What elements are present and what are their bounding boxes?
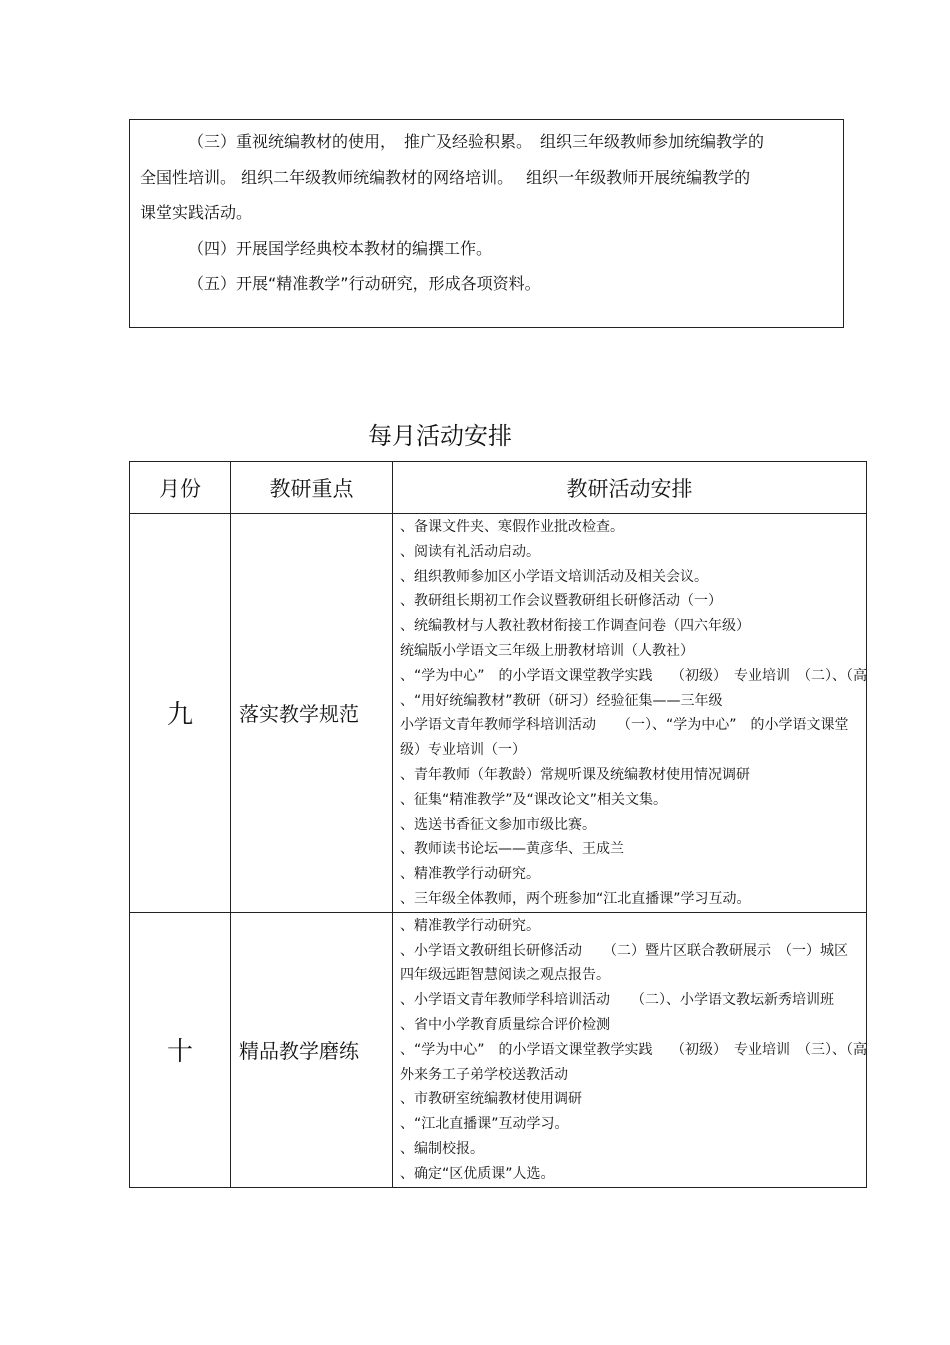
- activity-item: 、市教研室统编教材使用调研: [400, 1091, 582, 1108]
- activities-cell: [393, 912, 867, 1187]
- focus-cell: 落实教学规范: [231, 514, 393, 913]
- activity-item: 、征集“精准教学”及“课改论文”相关文集。: [400, 791, 668, 808]
- activity-item: 统编版小学语文三年级上册教材培训（人教社）: [400, 642, 694, 659]
- table-header-row: [130, 462, 867, 514]
- activity-item: 、统编教材与人教社教材衔接工作调查问卷（四六年级）: [400, 618, 750, 635]
- intro-para5: （五）开展“精准教学”行动研究，形成各项资料。: [188, 274, 541, 293]
- activities-cell: [393, 514, 867, 913]
- page-title: 每月活动安排: [368, 422, 512, 450]
- activity-item: 小学语文青年教师学科培训活动 （一）、“学为中心” 的小学语文课堂: [400, 717, 849, 734]
- activity-item: 、选送书香征文参加市级比赛。: [400, 816, 596, 833]
- focus-cell: 精品教学磨练: [231, 912, 393, 1187]
- month-cell: 十: [130, 912, 231, 1187]
- activity-item: 、“江北直播课”互动学习。: [400, 1116, 569, 1133]
- intro-box: [129, 119, 844, 328]
- activity-item: 、精准教学行动研究。: [400, 917, 540, 934]
- activity-item: 、“学为中心” 的小学语文课堂教学实践 （初级） 专业培训 （二）、（高: [400, 667, 867, 684]
- intro-para4: （四）开展国学经典校本教材的编撰工作。: [188, 238, 493, 258]
- header-activities: 教研活动安排: [393, 462, 867, 514]
- table-row: [130, 912, 867, 1187]
- intro-para3-line3: 课堂实践活动。: [140, 203, 253, 222]
- activity-item: 四年级远距智慧阅读之观点报告。: [400, 967, 610, 984]
- activity-item: 、“学为中心” 的小学语文课堂教学实践 （初级） 专业培训 （三）、（高: [400, 1041, 867, 1058]
- activity-item: 、教师读书论坛——黄彦华、王成兰: [400, 841, 624, 858]
- activity-item: 、教研组长期初工作会议暨教研组长研修活动（一）: [400, 593, 722, 610]
- activity-item: 、省中小学教育质量综合评价检测: [400, 1016, 610, 1033]
- schedule-table: [129, 461, 867, 1188]
- activity-item: 、“用好统编教材”教研（研习）经验征集——三年级: [400, 692, 723, 709]
- activity-item: 、三年级全体教师，两个班参加“江北直播课”学习互动。: [400, 890, 751, 907]
- activity-item: 、确定“区优质课”人选。: [400, 1165, 555, 1182]
- intro-para3-line1: （三）重视统编教材的使用， 推广及经验积累。 组织三年级教师参加统编教学的: [188, 132, 765, 151]
- activity-item: 级）专业培训（一）: [400, 742, 526, 759]
- activity-item: 、小学语文青年教师学科培训活动 （二）、小学语文教坛新秀培训班: [400, 992, 834, 1009]
- month-cell: 九: [130, 514, 231, 913]
- activity-item: 、小学语文教研组长研修活动 （二）暨片区联合教研展示 （一）城区: [400, 942, 848, 959]
- activity-item: 、编制校报。: [400, 1140, 484, 1157]
- activity-item: 、组织教师参加区小学语文培训活动及相关会议。: [400, 568, 708, 585]
- activity-item: 外来务工子弟学校送教活动: [400, 1066, 568, 1083]
- activity-item: 、备课文件夹、寒假作业批改检查。: [400, 519, 624, 535]
- activity-item: 、阅读有礼活动启动。: [400, 543, 540, 560]
- intro-para3-line2: 全国性培训。 组织二年级教师统编教材的网络培训。 组织一年级教师开展统编教学的: [140, 167, 751, 187]
- header-month: 月份: [130, 462, 231, 514]
- activity-item: 、青年教师（年教龄）常规听课及统编教材使用情况调研: [400, 766, 750, 783]
- table-row: [130, 514, 867, 913]
- header-focus: 教研重点: [231, 462, 393, 514]
- activity-item: 、精准教学行动研究。: [400, 866, 540, 883]
